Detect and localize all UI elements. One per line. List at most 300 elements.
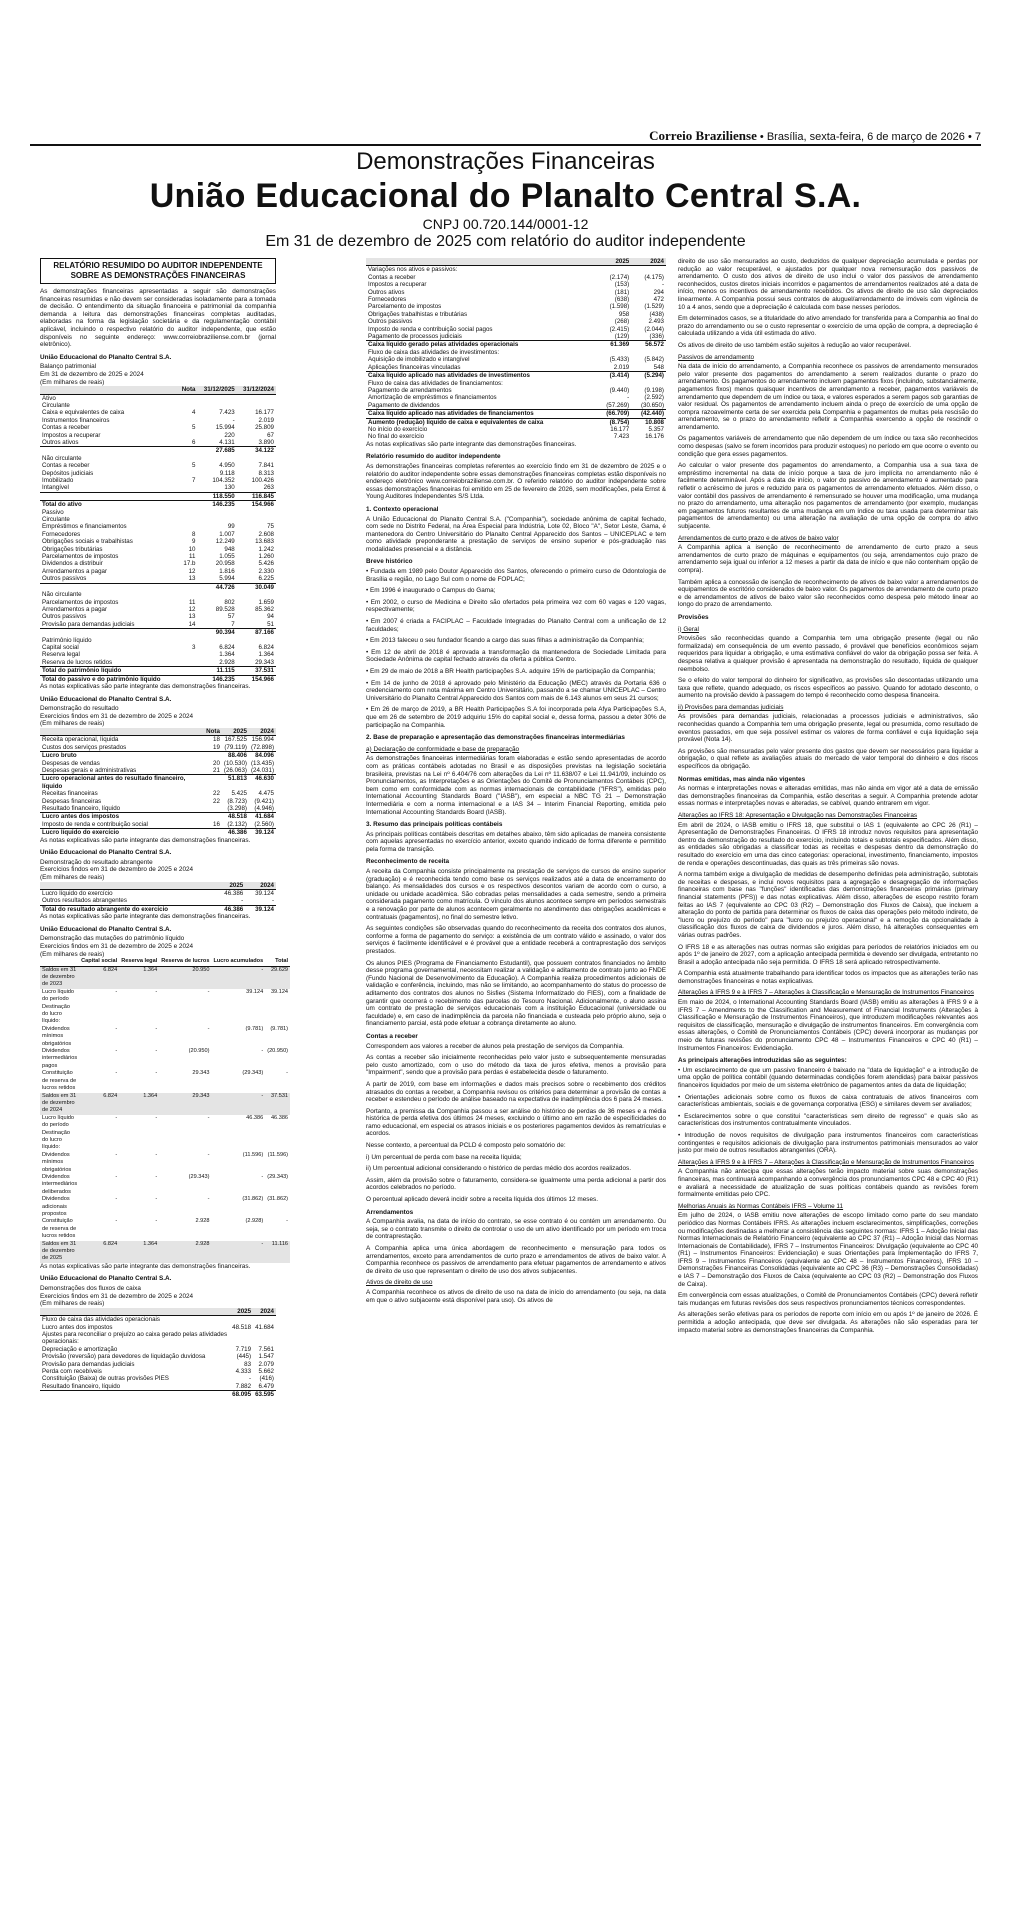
table-cell: Lucro líquido do período bbox=[42, 1114, 75, 1129]
dfc-sub: Demonstrações dos fluxos de caixa bbox=[40, 1285, 141, 1293]
table-cell: Dividendos intermediários pagos bbox=[42, 1048, 78, 1069]
dre-date: Exercícios findos em 31 de dezembro de 2025 e 2024 bbox=[40, 712, 194, 720]
table-cell: Lucro antes dos impostos bbox=[40, 813, 204, 821]
table-cell bbox=[237, 402, 276, 409]
table-cell bbox=[230, 1316, 253, 1324]
table-cell: - bbox=[661, 281, 664, 289]
dfc-note: As notas explicativas são parte integrante das demonstrações financeiras. bbox=[366, 440, 577, 448]
table-cell: 11.116 bbox=[265, 1241, 290, 1263]
list-item-text: Em 2007 é criada a FACIPLAC – Faculdade Integradas do Planalto Central com a unificação de 12 faculdades; bbox=[366, 618, 666, 633]
table-cell bbox=[197, 394, 236, 402]
paragraph: ii) Um percentual adicional considerando o histórico de perdas médio dos acordos realizados. bbox=[366, 1165, 632, 1173]
table-cell bbox=[265, 1004, 290, 1026]
dmpl-title: União Educacional do Planalto Central S.A. bbox=[40, 925, 172, 933]
table-cell: 39.124 bbox=[249, 829, 276, 837]
table-cell: Fluxo de caixa das atividades de investimentos: bbox=[368, 348, 500, 356]
table-row bbox=[366, 394, 666, 401]
table-cell: (9.440) bbox=[609, 386, 630, 394]
section-title: 2. Base de preparação e apresentação das demonstrações financeiras intermediárias bbox=[366, 734, 625, 742]
table-cell: Dividendos intermediários deliberados bbox=[42, 1173, 78, 1195]
table-cell: 2.330 bbox=[258, 567, 274, 575]
table-cell: Impostos a recuperar bbox=[368, 281, 427, 289]
table-cell bbox=[204, 813, 222, 821]
table-cell: (5.433) bbox=[609, 356, 630, 364]
table-cell: - bbox=[155, 1048, 158, 1055]
section-title: Contas a receber bbox=[366, 1032, 418, 1040]
table-row bbox=[40, 531, 276, 538]
table-cell bbox=[237, 516, 276, 523]
column-3 bbox=[678, 258, 978, 1898]
table-cell: (30.650) bbox=[640, 401, 664, 409]
table-cell bbox=[197, 516, 236, 523]
table-cell: - bbox=[155, 1218, 158, 1225]
dra-units: (Em milhares de reais) bbox=[40, 874, 105, 881]
table-cell: Total do patrimônio líquido bbox=[40, 667, 178, 675]
table-cell: 68.095 bbox=[232, 1391, 252, 1399]
table-cell: 11.115 bbox=[197, 667, 236, 675]
table-cell: Despesas de vendas bbox=[42, 759, 100, 767]
table-row bbox=[40, 1346, 276, 1353]
table-cell bbox=[159, 1130, 211, 1152]
table-cell bbox=[40, 583, 178, 591]
table-cell bbox=[178, 455, 198, 462]
table-cell bbox=[596, 349, 631, 356]
table-cell bbox=[178, 447, 198, 455]
table-cell: 958 bbox=[618, 310, 630, 318]
table-cell bbox=[197, 509, 236, 516]
table-cell: 1.364 bbox=[219, 651, 235, 659]
table-row bbox=[40, 966, 290, 989]
table-cell: (4.175) bbox=[644, 273, 664, 281]
paragraph: Nesse contexto, a percentual da PCLD é composto pelo somatório de: bbox=[366, 1142, 566, 1150]
table-cell: Dividendos mínimos obrigatórios bbox=[42, 1025, 72, 1047]
table-cell: Reserva legal bbox=[121, 958, 158, 965]
table-cell: 18 bbox=[213, 736, 220, 744]
list-item bbox=[366, 599, 666, 614]
table-cell: Passivo bbox=[42, 508, 64, 516]
table-row bbox=[40, 553, 276, 560]
table-cell: 21 bbox=[213, 766, 220, 774]
table-cell: 11 bbox=[189, 598, 196, 606]
section-title: 1. Contexto operacional bbox=[366, 505, 439, 513]
table-cell: Destinação do lucro líquido: bbox=[42, 1003, 70, 1025]
table-cell bbox=[178, 484, 198, 492]
table-row bbox=[40, 621, 276, 629]
paragraph: A receita da Companhia consiste principalmente na prestação de serviços de cursos de ensino superior (graduação) e é reconhecida tendo como base os serviços realizados até a data de encerramento do balanço. As mensalidades dos cursos e os respectivos descontos variam de acordo com o curso, a unidade ou unidade acadêmica. São cobradas pelas mensalidades a cada semestre, sendo a primeira considerada pagamento como matrícula. O vínculo dos alunos acontece sempre em períodos semestrais e a renovação por parte de alunos acontecem geralmente no atendimento das obrigações acadêmicas e contratuais (pagamentos), no final do semestre letivo. bbox=[366, 868, 666, 921]
table-cell: - bbox=[155, 1114, 158, 1121]
table-cell: Reserva de lucros bbox=[161, 958, 210, 965]
table-cell: 154.966 bbox=[237, 675, 276, 683]
section-text: As principais políticas contábeis descritas em detalhes abaixo, têm sido aplicadas de maneira consistente com aquelas apresentadas no exercício anterior, exceto quando indicado de forma diferente e permitido pela forma de transição. bbox=[366, 830, 666, 853]
table-cell: Não circulante bbox=[42, 591, 82, 599]
text-block bbox=[678, 258, 978, 350]
table-cell: Total do passivo e do patrimônio líquido bbox=[40, 675, 178, 683]
table-cell: - bbox=[249, 1375, 252, 1383]
table-cell: Lucro líquido do período bbox=[42, 988, 75, 1003]
table-cell: 6 bbox=[192, 438, 196, 446]
table-cell bbox=[197, 402, 236, 409]
table-cell: 9.118 bbox=[219, 469, 235, 477]
table-cell: (66.709) bbox=[596, 410, 631, 418]
table-cell: 1.364 bbox=[258, 651, 274, 659]
table-row bbox=[40, 568, 276, 575]
dra-note: As notas explicativas são parte integrante das demonstrações financeiras. bbox=[40, 913, 251, 921]
table-cell: (416) bbox=[259, 1375, 274, 1383]
table-row bbox=[40, 1004, 290, 1026]
table-cell: Ativo bbox=[42, 394, 56, 402]
table-cell: Provisão (reversão) para devedores de liquidação duvidosa bbox=[42, 1353, 206, 1361]
section-title: Relatório resumido do auditor independente bbox=[366, 453, 501, 461]
section-title: Normas emitidas, mas ainda não vigentes bbox=[678, 775, 806, 783]
table-cell bbox=[204, 775, 222, 790]
paragraph: Em maio de 2024, o International Accounting Standards Board (IASB) emitiu as alterações à IFRS 9 e à IFRS 7 – Amendments to the Classification and Measurement of Financial Instruments (Alterações à Classificação e Mensuração de Instrumentos Financeiros), que introduzem modificações relevantes aos requisitos de classificação, mensuração e divulgação de instrumentos financeiros. Em convergência com essas alterações, o Comitê de Pronunciamentos Contábeis (CPC) deverá incorporar as mudanças por meio de futuras revisões do pronunciamento CPC 48 – Instrumentos Financeiros e CPC 40 (R1) – Instrumentos Financeiros: Evidenciação. bbox=[678, 999, 978, 1052]
table-cell bbox=[211, 1130, 265, 1152]
paragraph: O percentual aplicado deverá incidir sobre a receita líquida dos últimos 12 meses. bbox=[366, 1196, 598, 1204]
table-cell: 802 bbox=[224, 598, 235, 606]
table-cell: Custos dos serviços prestados bbox=[42, 743, 127, 751]
table-cell: (31.862) bbox=[267, 1196, 289, 1203]
bullet-icon: • bbox=[366, 587, 371, 595]
table-cell: 30.049 bbox=[237, 583, 276, 591]
table-row bbox=[366, 364, 666, 372]
table-cell: 89.528 bbox=[215, 605, 235, 613]
table-cell: Lucro líquido do exercício bbox=[40, 829, 204, 837]
table-row bbox=[40, 1218, 290, 1240]
table-cell bbox=[178, 516, 198, 523]
section-subtitle: Ativos de direito de uso bbox=[366, 1279, 433, 1287]
list-item-text: Fundada em 1989 pelo Doutor Apparecido dos Santos, oferecendo o primeiro curso de Odontologia de Brasília e região, no Lago Sul com o nome de FOPLAC; bbox=[366, 568, 666, 583]
table-cell bbox=[178, 637, 198, 644]
col-head: 2025 bbox=[214, 882, 245, 890]
table-row bbox=[40, 1391, 276, 1399]
table-cell: - bbox=[155, 988, 158, 995]
table-cell bbox=[40, 1391, 230, 1399]
table-cell bbox=[40, 492, 178, 500]
table-cell: - bbox=[115, 1173, 118, 1180]
table-cell: Destinação do lucro líquido: bbox=[42, 1129, 70, 1151]
table-cell bbox=[178, 432, 198, 439]
table-row bbox=[366, 274, 666, 281]
table-cell: 5.425 bbox=[231, 790, 247, 798]
table-cell: Lucro operacional antes do resultado financeiro, líquido bbox=[40, 775, 204, 790]
table-cell: 167.525 bbox=[224, 736, 247, 744]
list-item-text: Em 2013 faleceu o seu fundador ficando a cargo das suas filhas a administração da Companhia; bbox=[370, 637, 644, 645]
list-item bbox=[366, 637, 666, 645]
table-cell: 44.726 bbox=[197, 583, 236, 591]
section-title: 3. Resumo das principais políticas contábeis bbox=[366, 821, 503, 829]
table-row bbox=[40, 613, 276, 620]
table-cell: 19 bbox=[213, 743, 220, 751]
table-cell: Contas a receber bbox=[42, 462, 90, 470]
table-cell bbox=[178, 675, 198, 683]
table-cell: (8.754) bbox=[596, 418, 631, 426]
table-row bbox=[40, 637, 276, 644]
table-cell: (79.119) bbox=[224, 743, 247, 751]
table-cell: - bbox=[115, 1196, 118, 1203]
table-cell: Capital social bbox=[81, 958, 118, 965]
table-cell: Fornecedores bbox=[42, 530, 81, 538]
col-head: 2024 bbox=[253, 1308, 276, 1316]
table-cell: Lucro acumulados bbox=[213, 958, 264, 965]
table-cell: 85.362 bbox=[255, 605, 274, 613]
table-cell bbox=[237, 509, 276, 516]
section-subtitle: Passivos de arrendamento bbox=[678, 353, 755, 361]
table-cell: Lucro bruto bbox=[40, 752, 204, 760]
paragraph: A Companhia avalia, na data de início do contrato, se esse contrato é ou contém um arrendamento. Ou seja, se o contrato transmite o direito de controlar o uso de um ativo identificado por um período em troca de contraprestação. bbox=[366, 1218, 666, 1241]
table-cell: (10.530) bbox=[223, 759, 247, 767]
table-cell: (5.842) bbox=[644, 356, 664, 364]
table-row bbox=[40, 1383, 276, 1391]
table-cell bbox=[178, 509, 198, 516]
table-cell: Pagamento de dividendos bbox=[368, 401, 440, 409]
dmpl-sub: Demonstração das mutações do patrimônio líquido bbox=[40, 935, 185, 943]
table-cell: - bbox=[115, 988, 118, 995]
table-cell: Não circulante bbox=[42, 454, 82, 462]
table-cell: 7.423 bbox=[219, 409, 235, 417]
table-cell: Imobilizado bbox=[42, 477, 74, 484]
table-cell: Depósitos judiciais bbox=[42, 469, 94, 477]
table-cell: (129) bbox=[614, 333, 630, 341]
table-cell bbox=[265, 1130, 290, 1152]
table-row bbox=[366, 296, 666, 303]
table-row bbox=[40, 1026, 290, 1048]
table-row bbox=[366, 356, 666, 363]
list-item-text: Orientações adicionais sobre como os fluxos de caixa contratuais de ativos financeiros com características ambientais, sociais e de governança corporativa (ESG) e similares devem ser avaliados; bbox=[678, 1093, 979, 1109]
table-cell bbox=[253, 1331, 276, 1346]
table-row bbox=[40, 477, 276, 484]
table-cell: 12.249 bbox=[215, 538, 235, 546]
paragraph: Também aplica a concessão de isenção de reconhecimento de ativos de baixo valor a arrendamentos de equipamentos de escritório considerados de baixo valor. Os pagamentos de arrendamento de curto prazo e de arrendamentos de ativos de baixo valor são reconhecidos como despesa pelo método linear ao longo do prazo de arrendamento. bbox=[678, 578, 978, 609]
table-row bbox=[40, 455, 276, 462]
table-cell bbox=[79, 1004, 119, 1026]
table-cell: (20.950) bbox=[188, 1048, 210, 1055]
paragraph: Em abril de 2024, o IASB emitiu o IFRS 18, que substitui o IAS 1 (equivalente ao CPC 26 (R1) – Apresentação de Demonstrações Financeiras. O IFRS 18 introduz novos requisitos para apresentação dentro da demonstração do resultado do exercício, incluindo totais e subtotais especificados. Além disso, as entidades são obrigadas a classificar todas as receitas e despesas dentro da demonstração do resultado do exercício em uma das cinco categorias: operacional, investimento, financiamento, impostos de renda e operações descontinuadas, das quais as três primeiras são novas. bbox=[678, 821, 978, 867]
paragraph: Provisões são reconhecidas quando a Companhia tem uma obrigação presente (legal ou não formalizada) em consequência de um evento passado, é provável que benefícios econômicos sejam requeridos para liquidar a obrigação, e uma estimativa confiável do valor da obrigação possa ser feita. A despesa relativa a qualquer provisão é apresentada na demonstração do resultado, líquida de qualquer reembolso. bbox=[678, 635, 978, 673]
table-cell: 4.475 bbox=[258, 790, 274, 798]
dfc-title: União Educacional do Planalto Central S.A. bbox=[40, 1275, 172, 1283]
leases-texts bbox=[366, 1218, 666, 1275]
table-cell: Reserva de lucros retidos bbox=[42, 658, 113, 666]
table-cell: 263 bbox=[263, 484, 274, 492]
table-cell: 46.386 bbox=[270, 1114, 289, 1121]
table-cell bbox=[178, 394, 198, 402]
table-cell: (72.898) bbox=[250, 743, 274, 751]
list-item bbox=[366, 649, 666, 664]
table-cell: 4.131 bbox=[219, 438, 235, 446]
table-cell: 2.493 bbox=[648, 318, 664, 326]
table-cell: 6.824 bbox=[219, 643, 235, 651]
table-cell bbox=[631, 380, 666, 387]
table-header-row bbox=[40, 882, 276, 890]
table-cell: 13 bbox=[188, 575, 196, 583]
paragraph: Em julho de 2024, o IASB emitiu nove alterações de escopo limitado como parte do seu mandato periódico das Normas Contábeis IFRS. As alterações incluem esclarecimentos, simplificações, correções ou modificações destinadas a melhorar a consistência das seguintes normas: IFRS 1 – Adoção Inicial das Normas Internacionais de Relatório Financeiro (equivalente ao CPC 37 (R1) – Adoção Inicial das Normas Internacionais de Contabilidade), IFRS 7 – Instrumentos Financeiros: Divulgação (equivalente ao CPC 40 (R1) – Instrumentos Financeiros: Evidenciação) e suas Orientações para Implementação do IFRS 7, IFRS 9 – Instrumentos Financeiros (equivalente ao CPC 48 – Instrumentos Financeiros), IFRS 10 – Demonstrações Financeiras Consolidadas (equivalente ao CPC 36 (R3) – Demonstrações Consolidadas) e IAS 7 – Demonstração dos Fluxos de Caixa (equivalente ao CPC 03 (R2) – Demonstração dos Fluxos de Caixa). bbox=[678, 1212, 978, 1288]
table-cell: 37.531 bbox=[265, 1093, 290, 1115]
table-row bbox=[366, 266, 666, 274]
table-cell: 84.096 bbox=[249, 752, 276, 760]
table-cell: 6.479 bbox=[258, 1382, 274, 1390]
table-cell: 20.950 bbox=[159, 966, 211, 989]
table-cell: Circulante bbox=[42, 516, 70, 524]
auditor-box-title: RELATÓRIO RESUMIDO DO AUDITOR INDEPENDENTE SOBRE AS DEMONSTRAÇÕES FINANCEIRAS bbox=[40, 258, 276, 284]
table-cell: (3.414) bbox=[596, 372, 631, 380]
col-head: 2025 bbox=[230, 1308, 253, 1316]
cnpj: CNPJ 00.720.144/0001-12 bbox=[422, 216, 589, 232]
bullet-icon: • bbox=[366, 668, 371, 675]
text-block bbox=[678, 1168, 978, 1198]
table-cell: (2.592) bbox=[644, 394, 664, 402]
paragraph: A partir de 2019, com base em informações e dados mais precisos sobre o recebimento dos créditos atrasados do contas a receber, a Companhia revisou os critérios para determinar a provisão de contas a receber e estendeu o período de análise baseado na expectativa de inadimplência dos 6 para 24 meses. bbox=[366, 1080, 666, 1104]
table-cell: 27.685 bbox=[197, 447, 236, 455]
bullet-icon: • bbox=[366, 706, 371, 714]
table-cell: 51.813 bbox=[222, 775, 249, 790]
paragraph: As provisões são mensuradas pelo valor presente dos gastos que devem ser necessários para liquidar a obrigação, o qual reflete as avaliações atuais do mercado de valor temporal do dinheiro e dos riscos específicos da obrigação. bbox=[678, 747, 978, 771]
bullet-icon: • bbox=[366, 679, 371, 687]
table-cell: 1.260 bbox=[258, 553, 274, 561]
table-cell: 8.313 bbox=[258, 469, 274, 477]
receivables-texts bbox=[366, 1043, 666, 1204]
table-cell: 7.561 bbox=[258, 1345, 274, 1353]
table-row bbox=[40, 644, 276, 651]
list-item bbox=[678, 1094, 978, 1109]
list-item bbox=[366, 668, 666, 676]
section-text: A União Educacional do Planalto Central S.A. ("Companhia"), sociedade anônima de capital fechado, com sede no Distrito Federal, na Área Especial para Indústria, Lote 02, Bloco "A", Setor Leste, Gama, é mantenedora do Centro Universitário do Planalto Central Apparecido dos Santos – UNICEPLAC e tem como atividade preponderante a prestação de serviços de ensino superior e pós-graduação nas modalidades presencial e a distância. bbox=[366, 515, 666, 553]
table-cell: Receitas financeiras bbox=[42, 790, 98, 798]
table-cell: Outros passivos bbox=[42, 575, 87, 583]
table-header-row bbox=[40, 1308, 276, 1316]
section-title: Provisões bbox=[678, 613, 709, 621]
section-subtitle: ii) Provisões para demandas judiciais bbox=[678, 703, 784, 711]
table-row bbox=[40, 659, 276, 667]
table-cell bbox=[237, 394, 276, 402]
table-cell: 15.994 bbox=[215, 424, 235, 432]
table-cell: No final do exercício bbox=[368, 433, 425, 441]
bullet-icon: • bbox=[678, 1131, 685, 1139]
table-cell: No início do exercício bbox=[368, 425, 428, 433]
table-cell: Aumento (redução) líquido de caixa e equivalentes de caixa bbox=[366, 418, 596, 426]
table-cell: 1.659 bbox=[258, 598, 274, 606]
table-cell: - bbox=[241, 897, 244, 905]
table-cell bbox=[119, 1004, 159, 1026]
table-cell bbox=[178, 523, 198, 530]
balance-sheet-table bbox=[40, 386, 276, 683]
table-cell: Arrendamentos a pagar bbox=[42, 567, 108, 575]
table-cell: 7 bbox=[192, 477, 196, 484]
table-row bbox=[40, 1361, 276, 1368]
dre-note: As notas explicativas são parte integrante das demonstrações financeiras. bbox=[40, 836, 251, 844]
paragraph: A Companhia aplica a isenção de reconhecimento de arrendamento de curto prazo a seus arrendamentos de curto prazo de máquinas e equipamentos (ou seja, arrendamentos cujo prazo de arrendamento seja igual ou inferior a 12 meses a partir da data de início e que não contenham opção de compra). bbox=[678, 544, 978, 574]
list-item bbox=[366, 680, 666, 703]
table-cell: Depreciação e amortização bbox=[42, 1345, 118, 1353]
table-cell: (13.435) bbox=[250, 759, 274, 767]
table-cell: - bbox=[211, 1241, 265, 1263]
table-cell: Reserva legal bbox=[42, 651, 80, 659]
table-cell: (9.421) bbox=[254, 797, 274, 805]
table-cell: 39.124 bbox=[246, 988, 264, 995]
table-cell: 22 bbox=[213, 797, 220, 805]
section-title: Reconhecimento de receita bbox=[366, 858, 450, 866]
table-cell: - bbox=[627, 394, 630, 402]
table-cell: Receita operacional, líquida bbox=[42, 736, 119, 744]
table-cell: (2.174) bbox=[609, 273, 630, 281]
table-cell: 41.684 bbox=[249, 813, 276, 821]
table-cell: Saldos em 31 de dezembro de 2023 bbox=[40, 966, 79, 989]
table-row bbox=[40, 1375, 276, 1382]
table-cell: 1.364 bbox=[119, 966, 159, 989]
table-row bbox=[40, 1070, 290, 1092]
table-cell: 3.890 bbox=[258, 438, 274, 446]
list-item-text: Em 14 de junho de 2018 é aprovado pelo Ministério da Educação (MEC) através da Portaria 636 o credenciamento com nota máxima em Centro Universitário, passando a se chamar UNICEPLAC – Centro Universitário do Planalto Central Apparecido dos Santos com mais de 6.143 alunos em seus 21 cursos; bbox=[366, 679, 666, 702]
table-row bbox=[40, 1316, 276, 1324]
table-cell: 37.531 bbox=[237, 667, 276, 675]
dre-title: União Educacional do Planalto Central S.A. bbox=[40, 695, 172, 703]
table-cell: (9.198) bbox=[644, 386, 664, 394]
table-cell: 1.242 bbox=[258, 545, 274, 553]
table-row bbox=[366, 318, 666, 325]
table-cell: (638) bbox=[614, 296, 630, 304]
table-cell: 39.124 bbox=[245, 905, 276, 913]
table-cell: - bbox=[271, 897, 274, 905]
table-cell: Provisão para demandas judiciais bbox=[42, 620, 135, 628]
intro-text: As demonstrações financeiras apresentadas a seguir são demonstrações financeiras resumidas e não devem ser consideradas isoladamente para a tomada de decisão. O entendimento da situação financeira e patrimonial da companhia demanda a leitura das demonstrações financeiras completas auditadas, elaboradas na forma da legislação societária e da regulamentação contábil aplicável, incluindo o respectivo relatório do auditor independente, que estão disponíveis no seguinte endereço: www.correiobraziliense.com.br (jornal eletrônico). bbox=[40, 288, 276, 349]
table-cell: Contas a receber bbox=[368, 273, 416, 281]
list-item-text: Esclarecimentos sobre o que constitui "características sem direito de regresso" e quais são as características dos instrumentos contratualmente vinculados. bbox=[678, 1112, 978, 1128]
table-row bbox=[40, 1331, 276, 1346]
bs-units: (Em milhares de reais) bbox=[40, 378, 105, 386]
table-cell: - bbox=[155, 1151, 158, 1158]
list-item-text: Em 29 de maio de 2018 a BR Health participações S.A. adquire 15% de participação da Companhia; bbox=[370, 668, 656, 675]
section-subtitle: a) Declaração de conformidade e base de preparação bbox=[366, 745, 520, 753]
table-cell bbox=[237, 637, 276, 644]
table-cell: (11.596) bbox=[242, 1151, 264, 1158]
table-cell: Capital social bbox=[42, 643, 79, 651]
table-row bbox=[40, 1196, 290, 1218]
table-cell: - bbox=[155, 1070, 158, 1077]
table-cell: 100.426 bbox=[251, 477, 274, 484]
table-cell: Parcelamento de impostos bbox=[368, 303, 442, 311]
revenue-texts bbox=[366, 868, 666, 1028]
table-cell: 5.662 bbox=[258, 1368, 274, 1376]
table-cell: 20 bbox=[213, 759, 220, 767]
table-row bbox=[40, 897, 276, 905]
table-cell: (1.529) bbox=[644, 303, 664, 311]
table-cell: (8.723) bbox=[227, 797, 247, 805]
table-cell bbox=[178, 629, 198, 637]
paragraph: A norma também exige a divulgação de medidas de desempenho definidas pela administração, subtotais de receitas e despesas, e inclui novos requisitos para a agregação e desagregação de informações financeiras com base nas "funções" identificadas das demonstrações financeiras primárias (primary financial statements (PFS)) e das notas explicativas. Além disso, alterações de escopo restrito foram feitas ao IAS 7 (equivalente ao CPC 03 (R2) – Demonstração dos Fluxos de Caixa), que incluem a alteração do ponto de partida para determinar os fluxos de caixa das operações pelo método indireto, de "lucro ou prejuízo do período" para "lucro ou prejuízo operacional" e a remoção da opcionalidade à classificação dos fluxos de caixa de dividendos e juros. Além disso, há alterações consequentes em várias outras padrões. bbox=[678, 871, 978, 939]
col-head: 2025 bbox=[596, 258, 631, 266]
table-cell bbox=[119, 1130, 159, 1152]
table-cell bbox=[237, 591, 276, 598]
table-cell: Ajustes para reconciliar o prejuízo ao caixa gerado pelas atividades operacionais: bbox=[42, 1331, 228, 1346]
table-cell: Circulante bbox=[42, 401, 70, 409]
table-cell: Parcelamentos de impostos bbox=[42, 553, 119, 561]
table-cell bbox=[178, 417, 198, 424]
dre-sub: Demonstração do resultado bbox=[40, 705, 119, 713]
list-item bbox=[366, 568, 666, 583]
table-cell: (26.063) bbox=[223, 766, 247, 774]
table-cell: 1.055 bbox=[219, 553, 235, 561]
table-cell: (42.440) bbox=[631, 410, 666, 418]
table-cell bbox=[230, 1331, 253, 1346]
section-subtitle: Arrendamentos de curto prazo e de ativos de baixo valor bbox=[678, 534, 839, 542]
table-cell: 51 bbox=[267, 620, 274, 628]
table-cell: Outros passivos bbox=[42, 613, 87, 621]
table-cell: - bbox=[115, 1151, 118, 1158]
table-cell: Amortização de empréstimos e financiamentos bbox=[368, 394, 497, 402]
table-row bbox=[40, 501, 276, 509]
table-row bbox=[40, 447, 276, 455]
table-cell: 116.845 bbox=[237, 492, 276, 500]
table-row bbox=[40, 651, 276, 658]
